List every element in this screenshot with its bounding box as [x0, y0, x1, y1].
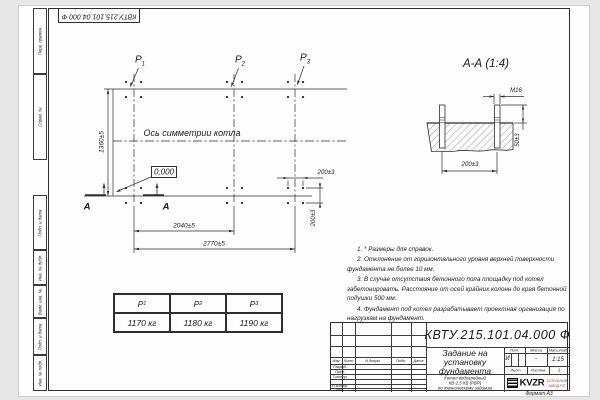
- sig-row-prov: Пров.: [334, 369, 346, 374]
- scale-header: Масштаб: [548, 347, 568, 353]
- margin-field-label: Инв. № дубл.: [37, 254, 43, 281]
- sig-row-razrab: Разраб.: [333, 364, 347, 369]
- margin-field: [33, 355, 47, 391]
- lit-header: Лит.: [509, 347, 520, 353]
- load-label-sub: 3: [306, 59, 311, 66]
- margin-field: [33, 285, 47, 318]
- margin-field: [33, 195, 47, 250]
- sheet-header: Лист: [510, 367, 521, 373]
- technical-notes: [347, 245, 581, 325]
- rev-col-ndokum: N докум.: [365, 358, 381, 363]
- title-block-doc-number: КВТУ.215.101.04.000 Ф: [424, 328, 571, 342]
- margin-field-label: Инв. № подл.: [37, 359, 43, 387]
- format-label: Формат А3: [525, 391, 553, 397]
- load-table-cell: 1190 кг: [226, 313, 282, 332]
- drawing-title-line: фундамента: [438, 365, 492, 376]
- note-2: 2. Отклонение от горизонтального уровня верхней поверхности фундамента не более 10 мм.: [347, 256, 555, 273]
- load-table-header: [170, 294, 226, 313]
- kvzr-logo-text: KVZR: [519, 377, 545, 389]
- section-letter-left: А: [83, 201, 91, 213]
- load-label-base: Р: [134, 54, 142, 66]
- margin-field-label: Перв. примен.: [37, 26, 43, 56]
- header-sub: 2: [199, 300, 203, 307]
- header-sub: 3: [255, 300, 259, 307]
- rev-col-izm: Изм.: [332, 358, 341, 363]
- sig-row-utv: Утв.: [335, 388, 345, 392]
- header-base: Р: [249, 298, 256, 309]
- margin-field: [33, 74, 47, 160]
- margin-field: [33, 8, 47, 74]
- company-name-line: КОТЕЛЬНЫЙ: [547, 379, 567, 383]
- load-table-cell: 1180 кг: [170, 313, 226, 332]
- top-stamp-box: [58, 8, 140, 23]
- load-point-label-2: [235, 55, 245, 68]
- dim-2040: 2040±5: [173, 222, 195, 230]
- title-block: [330, 322, 571, 392]
- section-letter-right: А: [162, 201, 170, 213]
- top-stamp-doc-number: КВТУ.215.101.04.000 Ф: [61, 12, 137, 19]
- mass-value: -: [535, 356, 537, 362]
- drawing-title-line: Задание на: [442, 347, 488, 358]
- header-base: Р: [137, 298, 144, 309]
- margin-field-label: Подп. и дата: [37, 209, 43, 236]
- dim-50-protrusion: 50±3: [514, 133, 521, 147]
- section-view-title: А-А (1:4): [462, 58, 510, 70]
- product-name-line: КВ-2,5 КБ (РВР): [448, 380, 482, 385]
- header-base: Р: [193, 298, 200, 309]
- load-table: [113, 293, 283, 333]
- elevation-value: 0,000: [153, 167, 175, 177]
- rev-col-data: Дата: [413, 358, 424, 363]
- lit-value: И: [505, 356, 510, 362]
- load-label-base: Р: [299, 52, 307, 64]
- note-4: 4. Фундамент под котел разрабатывает проектная организация по нагрузкам на фундамент.: [347, 305, 565, 323]
- load-label-base: Р: [234, 54, 242, 66]
- dim-2770: 2770±5: [203, 240, 225, 248]
- product-name-line: по техническому заданию: [437, 385, 493, 390]
- load-point-label-3: [300, 53, 310, 66]
- note-3: 3. В случае отсутствия бетонного пола площадку под котел забетонировать. Расстояние от осей крайних колонн до края бетонной подушки 500 мм.: [347, 276, 567, 303]
- load-label-sub: 2: [241, 61, 246, 68]
- load-point-label-1: [135, 55, 145, 68]
- load-table-cell: 1170 кг: [114, 313, 170, 332]
- mass-header: Масса: [530, 347, 542, 353]
- load-label-sub: 1: [141, 61, 146, 68]
- dim-200-horizontal: 200±3: [317, 169, 335, 176]
- dim-1360: 1360±5: [98, 131, 106, 153]
- margin-field-label: Взам. инв. №: [37, 288, 43, 315]
- kvzr-logo-icon: [507, 378, 518, 388]
- company-name-line: ЗАВОД РЭТ: [548, 383, 566, 388]
- symmetry-axis-label: Ось симметрии котла: [143, 128, 241, 138]
- margin-field: [33, 250, 47, 285]
- sig-row-tkontr: Т.контр.: [332, 374, 348, 379]
- thread-size-label: М16: [510, 88, 522, 94]
- rev-col-podp: Подп.: [395, 358, 407, 363]
- rev-col-list: Лист: [343, 358, 354, 363]
- sheets-value: 1: [557, 367, 561, 373]
- scale-value: 1:15: [552, 356, 564, 363]
- margin-field-label: Подп. и дата: [37, 323, 43, 350]
- dim-200-vertical: 200±3: [310, 209, 317, 227]
- margin-field: [33, 318, 47, 355]
- note-1: 1. * Размеры для справок.: [357, 246, 434, 253]
- sig-row-nkontr: Н.контр.: [331, 384, 349, 388]
- drawing-title-line: установку: [443, 356, 487, 367]
- sheets-header: Листов: [530, 367, 546, 373]
- header-sub: 1: [143, 300, 147, 307]
- load-table-header: [114, 294, 170, 313]
- dim-200-section: 200±3: [461, 161, 479, 168]
- load-table-header: [226, 294, 282, 313]
- margin-field-label: Справ. №: [37, 107, 43, 127]
- product-name-line: Котел водогрейный: [444, 375, 486, 380]
